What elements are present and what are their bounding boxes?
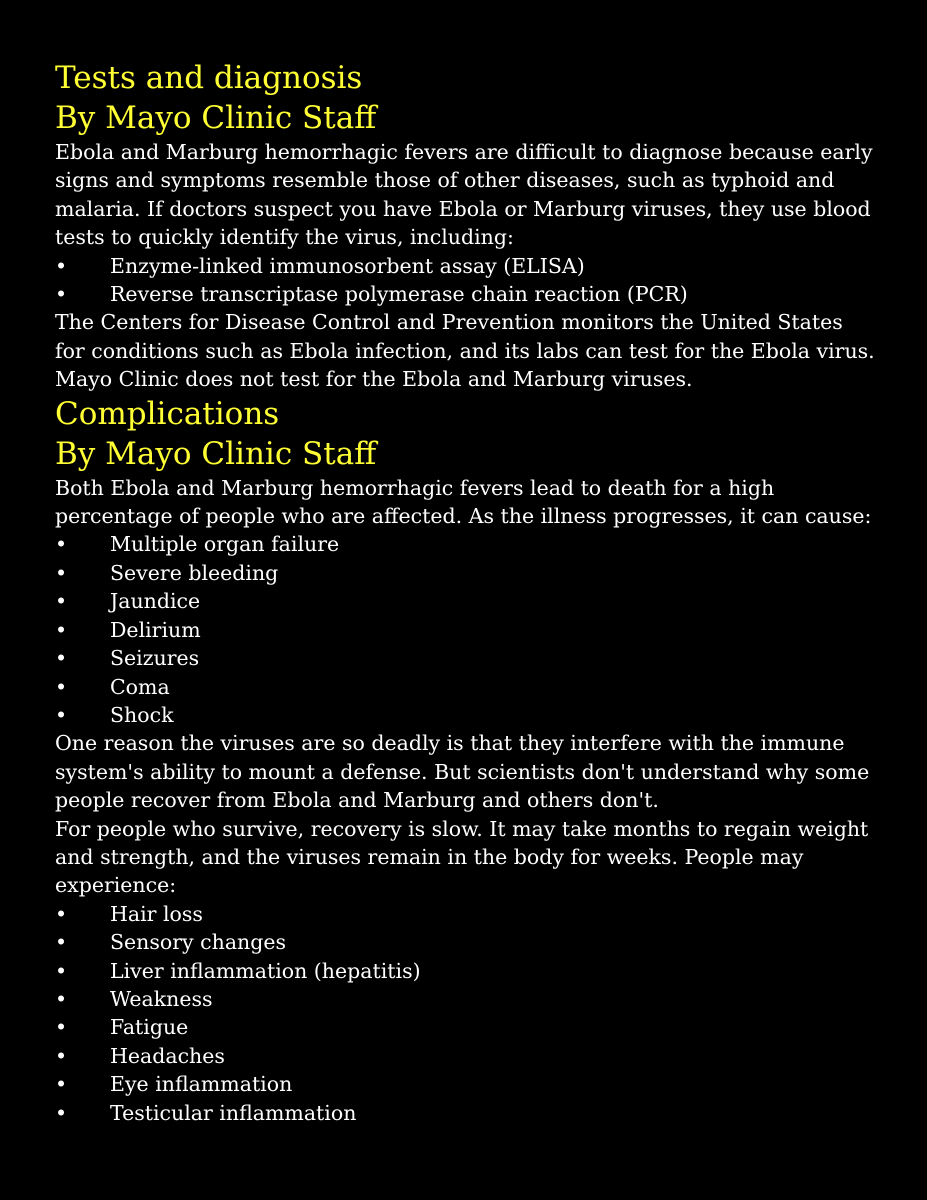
bullet-icon: • [55,589,68,614]
bullet-icon: • [55,1043,68,1068]
bullet-icon: • [55,958,68,983]
list-item [55,701,875,729]
list-item-text: Weakness [110,986,213,1011]
list-item-text: Jaundice [110,589,201,614]
deadly-paragraph: One reason the viruses are so deadly is that they interfere with the immune system's ability to mount a defense. But scientists don't understand why some people recover from Ebola and Marburg and others don't. [55,731,870,813]
list-item [55,587,875,615]
list-item-text: Severe bleeding [110,560,279,585]
list-item [55,900,875,928]
bullet-icon: • [55,1015,68,1040]
bullet-icon: • [55,674,68,699]
bullet-icon: • [55,901,68,926]
cdc-paragraph: The Centers for Disease Control and Prevention monitors the United States for conditions such as Ebola infection, and its labs can test for the Ebola virus. [55,310,875,363]
list-item [55,985,875,1013]
complications-list [55,530,875,729]
list-item [55,530,875,558]
list-item [55,1042,875,1070]
bullet-icon: • [55,930,68,955]
list-item-text: Reverse transcriptase polymerase chain reaction (PCR) [110,282,688,307]
list-item [55,1070,875,1098]
bullet-icon: • [55,646,68,671]
section-title-complications: Complications [55,395,280,432]
list-item-text: Eye inflammation [110,1072,293,1097]
list-item-text: Liver inflammation (hepatitis) [110,958,421,983]
list-item-text: Testicular inflammation [110,1100,357,1125]
list-item [55,280,875,308]
list-item [55,928,875,956]
list-item-text: Sensory changes [110,930,287,955]
list-item-text: Shock [110,702,174,727]
list-item [55,1013,875,1041]
bullet-icon: • [55,532,68,557]
recovery-paragraph: For people who survive, recovery is slow. It may take months to regain weight and strength, and the viruses remain in the body for weeks. People may experience: [55,816,869,898]
list-item [55,559,875,587]
list-item-text: Fatigue [110,1015,189,1040]
list-item-text: Coma [110,674,170,699]
bullet-icon: • [55,1072,68,1097]
bullet-icon: • [55,986,68,1011]
list-item [55,673,875,701]
list-item-text: Delirium [110,617,201,642]
section-title-tests: Tests and diagnosis [55,60,363,96]
byline-tests: By Mayo Clinic Staff [55,100,377,136]
document-page [55,58,875,1127]
byline-complications: By Mayo Clinic Staff [55,435,377,472]
bullet-icon: • [55,702,68,727]
list-item-text: Hair loss [110,901,203,926]
bullet-icon: • [55,253,68,278]
complications-intro-paragraph: Both Ebola and Marburg hemorrhagic fevers lead to death for a high percentage of people who are affected. As the illness progresses, it can cause: [55,475,872,529]
list-item-text: Multiple organ failure [110,532,340,557]
tests-intro-paragraph: Ebola and Marburg hemorrhagic fevers are difficult to diagnose because early signs and symptoms resemble those of other diseases, such as typhoid and malaria. If doctors suspect you have Ebola or Marburg viruses, they use blood tests to quickly identify the virus, including: [55,140,873,250]
list-item [55,957,875,985]
bullet-icon: • [55,617,68,642]
bullet-icon: • [55,1100,68,1125]
tests-list [55,252,875,309]
list-item [55,1099,875,1127]
list-item-text: Headaches [110,1043,225,1068]
bullet-icon: • [55,560,68,585]
list-item [55,252,875,280]
list-item-text: Seizures [110,646,200,671]
list-item-text: Enzyme-linked immunosorbent assay (ELISA) [110,253,585,278]
bullet-icon: • [55,282,68,307]
after-effects-list [55,900,875,1127]
list-item [55,644,875,672]
list-item [55,616,875,644]
mayo-paragraph: Mayo Clinic does not test for the Ebola and Marburg viruses. [55,367,693,392]
